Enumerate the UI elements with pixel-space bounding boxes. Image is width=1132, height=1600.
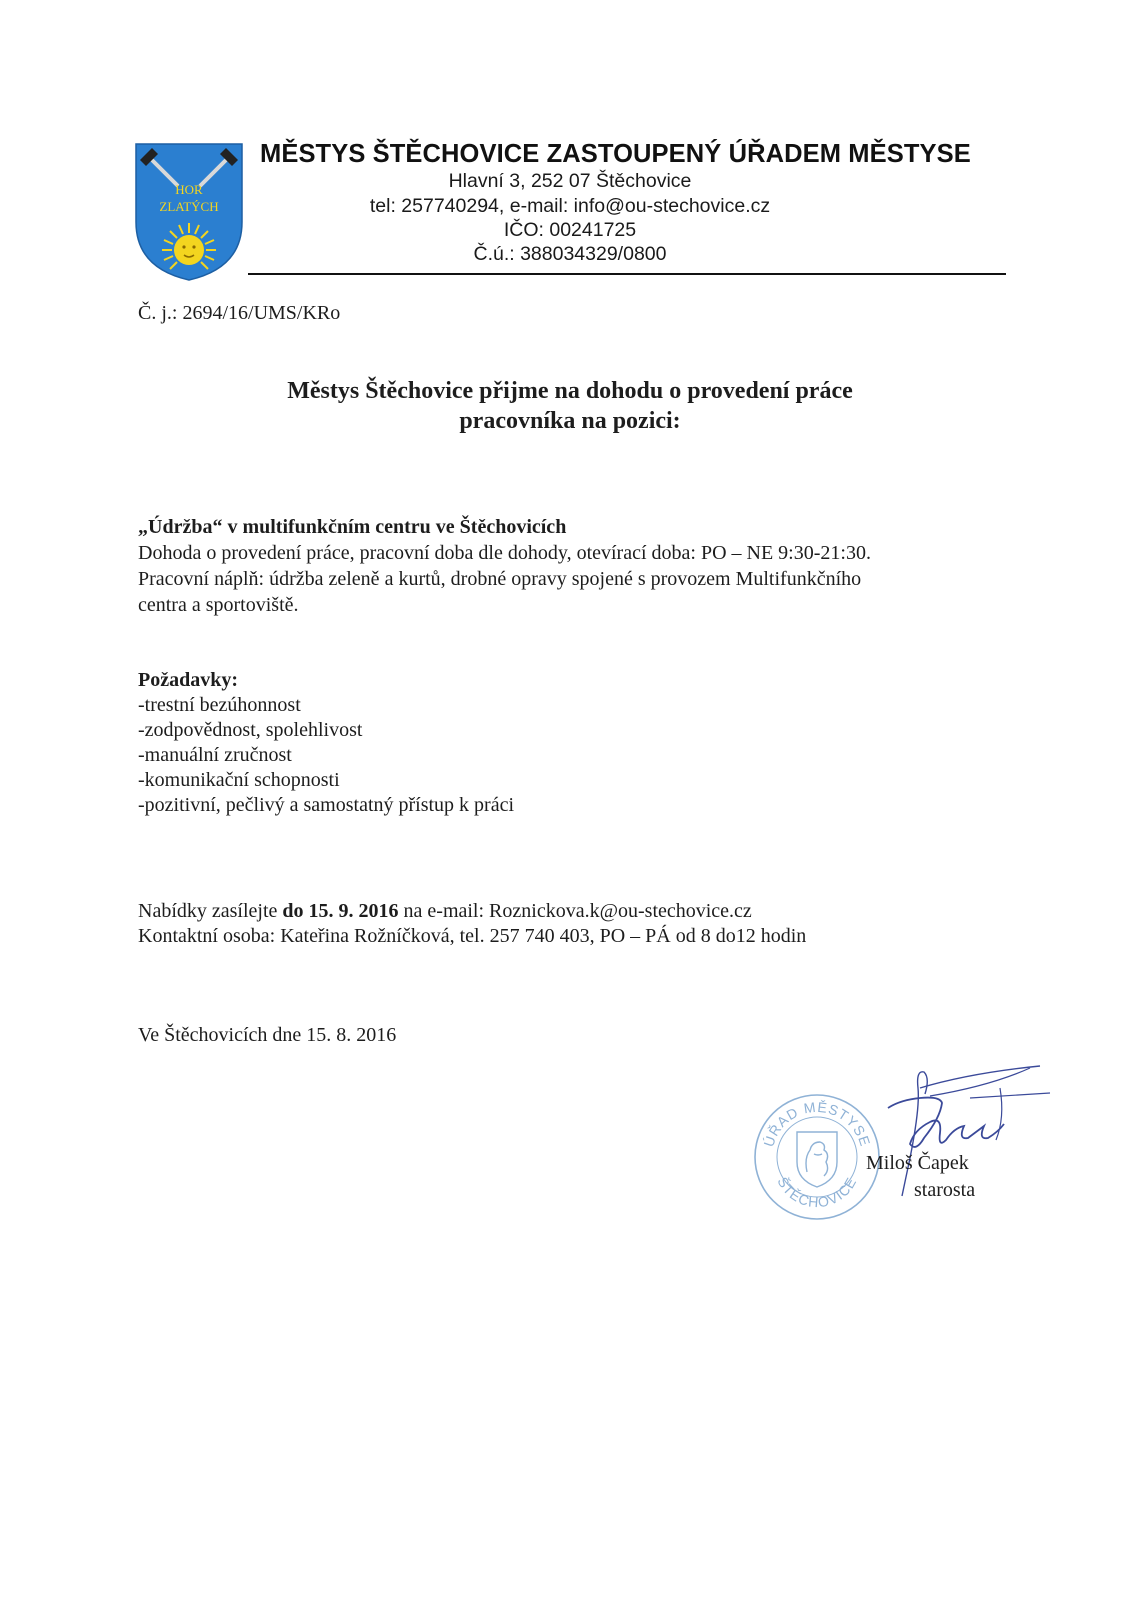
organization-contact: tel: 257740294, e-mail: info@ou-stechovice.cz xyxy=(369,195,771,217)
stamp-text-top: ÚŘAD MĚSTYSE xyxy=(760,1098,874,1149)
organization-address: Hlavní 3, 252 07 Štěchovice xyxy=(448,170,692,192)
requirement-item: -zodpovědnost, spolehlivost xyxy=(138,719,363,741)
offers-email: na e-mail: Roznickova.k@ou-stechovice.cz xyxy=(398,900,752,922)
position-line: centra a sportoviště. xyxy=(138,594,299,616)
announcement-heading-line2: pracovníka na pozici: xyxy=(459,408,681,434)
requirement-item: -komunikační schopnosti xyxy=(138,769,340,791)
svg-text:ÚŘAD MĚSTYSE xyxy=(760,1099,873,1149)
offers-deadline: do 15. 9. 2016 xyxy=(282,900,399,922)
offers-instruction xyxy=(138,898,752,924)
position-line: Pracovní náplň: údržba zeleně a kurtů, drobné opravy spojené s provozem Multifunkčního xyxy=(138,568,862,590)
organization-ico: IČO: 00241725 xyxy=(503,219,637,241)
announcement-heading-line1: Městys Štěchovice přijme na dohodu o provedení práce xyxy=(287,378,853,404)
requirement-item: -trestní bezúhonnost xyxy=(138,694,301,716)
crest-text-top: HOR xyxy=(175,182,203,197)
organization-name: MĚSTYS ŠTĚCHOVICE ZASTOUPENÝ ÚŘADEM MĚSTYSE xyxy=(260,140,971,168)
requirement-item: -pozitivní, pečlivý a samostatný přístup k práci xyxy=(138,794,515,816)
stamp-text-bottom: ŠTĚCHOVICE xyxy=(774,1174,860,1211)
signer-name: Miloš Čapek xyxy=(866,1152,969,1174)
requirement-item: -manuální zručnost xyxy=(138,744,292,766)
coat-of-arms-logo xyxy=(134,142,244,282)
place-and-date: Ve Štěchovicích dne 15. 8. 2016 xyxy=(138,1024,397,1046)
requirements-title: Požadavky: xyxy=(138,669,238,691)
header-divider xyxy=(248,273,1006,275)
position-title: „Údržba“ v multifunkčním centru ve Štěchovicích xyxy=(138,516,567,538)
svg-text:ŠTĚCHOVICE xyxy=(774,1174,859,1210)
reference-number: Č. j.: 2694/16/UMS/KRo xyxy=(138,302,341,324)
position-line: Dohoda o provedení práce, pracovní doba dle dohody, otevírací doba: PO – NE 9:30-21:30. xyxy=(138,542,871,564)
offers-prefix: Nabídky zasílejte xyxy=(138,900,283,922)
organization-account: Č.ú.: 388034329/0800 xyxy=(473,243,667,265)
crest-text-bottom: ZLATÝCH xyxy=(159,199,219,214)
contact-person: Kontaktní osoba: Kateřina Rožníčková, tel. 257 740 403, PO – PÁ od 8 do12 hodin xyxy=(138,925,807,947)
official-stamp xyxy=(752,1092,882,1222)
handwritten-signature xyxy=(880,1048,1060,1198)
signer-role: starosta xyxy=(914,1179,976,1201)
